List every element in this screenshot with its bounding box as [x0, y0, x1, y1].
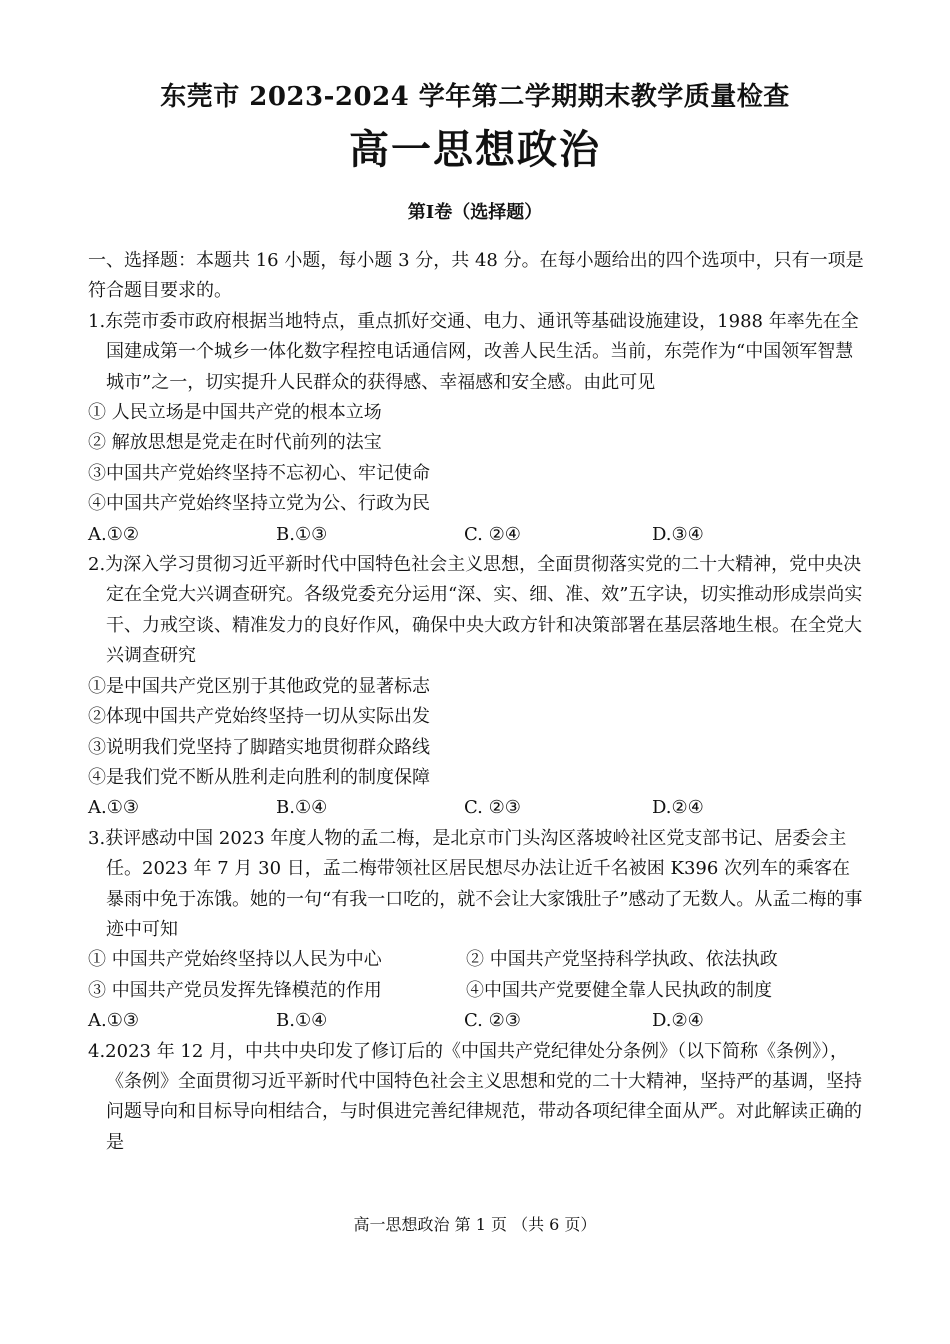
instructions: 一、选择题：本题共 16 小题，每小题 3 分，共 48 分。在每小题给出的四个选项中，只有一项是符合题目要求的。: [88, 250, 864, 302]
answer-choices: [88, 1006, 868, 1036]
answer-a: A.①③: [88, 1010, 139, 1032]
question-1: [88, 307, 868, 550]
option-1: ① 人民立场是中国共产党的根本立场: [88, 402, 382, 424]
question-4: [88, 1037, 868, 1159]
page-footer: 高一思想政治 第 1 页 （共 6 页）: [353, 1215, 597, 1234]
option-4: ④中国共产党要健全靠人民执政的制度: [466, 979, 772, 1001]
option-2: ② 解放思想是党走在时代前列的法宝: [88, 432, 382, 454]
exam-header: 东莞市 2023-2024 学年第二学期期末教学质量检查: [160, 82, 790, 112]
option-row: [88, 945, 868, 975]
question-stem: 2.为深入学习贯彻习近平新时代中国特色社会主义思想，全面贯彻落实党的二十大精神，党中央决定在全党大兴调查研究。各级党委充分运用“深、实、细、准、效”五字诀，切实推动形成崇尚实干、力戒空谈、精准发力的良好作风，确保中央大政方针和决策部署在基层落地生根。在全党大兴调查研究: [88, 554, 863, 667]
option-1: ①是中国共产党区别于其他政党的显著标志: [88, 675, 430, 697]
answer-c: C. ②③: [464, 1010, 521, 1032]
section-title: 第Ⅰ卷（选择题）: [407, 202, 543, 223]
answer-c: C. ②④: [464, 523, 521, 545]
answer-d: D.②④: [652, 797, 704, 819]
subject-title: 高一思想政治: [349, 126, 601, 173]
question-content: [88, 246, 868, 1158]
answer-choices: [88, 520, 868, 550]
answer-b: B.①④: [276, 1010, 328, 1032]
question-stem: 3.获评感动中国 2023 年度人物的孟二梅，是北京市门头沟区落坡岭社区党支部书记、居委会主任。2023 年 7 月 30 日，孟二梅带领社区居民想尽办法让近千名被困 K396 次列车的乘客在暴雨中免于冻饿。她的一句“有我一口吃的，就不会让大家饿肚子”感动了无数人。从孟二梅的事迹中可知: [88, 827, 863, 940]
option-2: ② 中国共产党坚持科学执政、依法执政: [466, 949, 778, 971]
question-stem: 1.东莞市委市政府根据当地特点，重点抓好交通、电力、通讯等基础设施建设，1988 年率先在全国建成第一个城乡一体化数字程控电话通信网，改善人民生活。当前，东莞作为“中国领军智慧城市”之一，切实提升人民群众的获得感、幸福感和安全感。由此可见: [88, 310, 859, 393]
answer-b: B.①④: [276, 797, 328, 819]
option-4: ④中国共产党始终坚持立党为公、行政为民: [88, 493, 430, 515]
answer-a: A.①③: [88, 797, 139, 819]
option-4: ④是我们党不断从胜利走向胜利的制度保障: [88, 766, 430, 788]
option-2: ②体现中国共产党始终坚持一切从实际出发: [88, 706, 430, 728]
question-stem: 4.2023 年 12 月，中共中央印发了修订后的《中国共产党纪律处分条例》（以下简称《条例》），《条例》全面贯彻习近平新时代中国特色社会主义思想和党的二十大精神，坚持严的基调，坚持问题导向和目标导向相结合，与时俱进完善纪律规范，带动各项纪律全面从严。对此解读正确的是: [88, 1040, 862, 1153]
question-3: [88, 824, 868, 1037]
option-3: ③说明我们党坚持了脚踏实地贯彻群众路线: [88, 736, 430, 758]
answer-b: B.①③: [276, 523, 328, 545]
answer-c: C. ②③: [464, 797, 521, 819]
option-row: [88, 976, 868, 1006]
answer-d: D.③④: [652, 523, 704, 545]
option-3: ③ 中国共产党员发挥先锋模范的作用: [88, 979, 382, 1001]
answer-choices: [88, 793, 868, 823]
option-1: ① 中国共产党始终坚持以人民为中心: [88, 949, 382, 971]
question-2: [88, 550, 868, 824]
answer-a: A.①②: [88, 523, 139, 545]
option-3: ③中国共产党始终坚持不忘初心、牢记使命: [88, 462, 430, 484]
answer-d: D.②④: [652, 1010, 704, 1032]
